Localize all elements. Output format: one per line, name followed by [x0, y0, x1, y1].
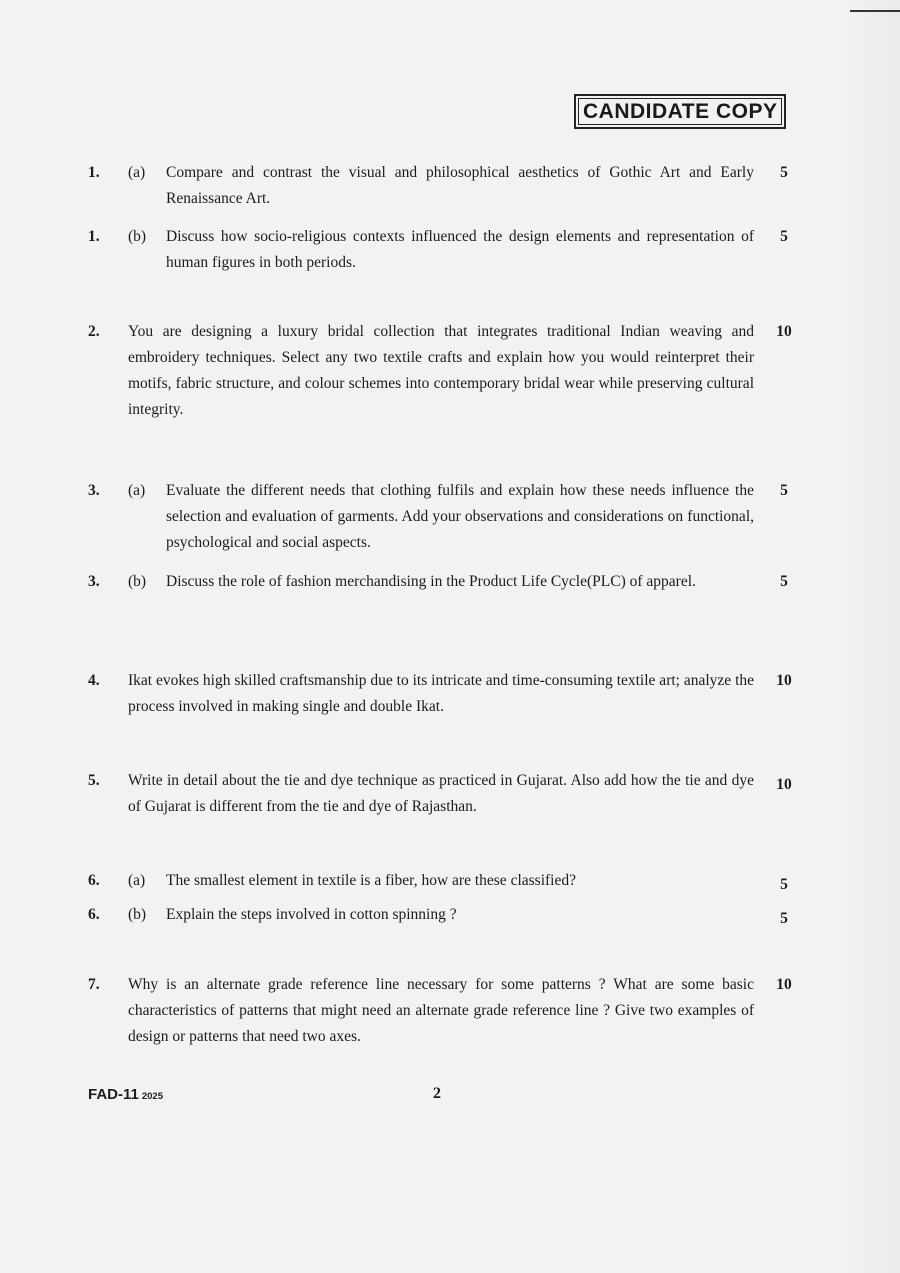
question-number: 1.: [88, 228, 100, 245]
question-text: Compare and contrast the visual and philosophical aesthetics of Gothic Art and Early Renaissance Art.: [166, 164, 754, 207]
question-number: 3.: [88, 482, 100, 499]
question-marks: 10: [776, 672, 792, 689]
question-text: Why is an alternate grade reference line necessary for some patterns ? What are some basic characteristics of patterns that might need an alternate grade reference line ? Give two examples of design or patterns that need two axes.: [128, 976, 754, 1045]
question-marks: 5: [780, 876, 788, 893]
question-marks: 5: [780, 910, 788, 927]
sub-part-label: (a): [128, 482, 146, 499]
question-marks: 10: [776, 776, 792, 793]
question-text: The smallest element in textile is a fiber, how are these classified?: [166, 872, 576, 889]
question-marks: 5: [780, 573, 788, 590]
question-number: 5.: [88, 772, 100, 789]
question-text: Discuss how socio-religious contexts influenced the design elements and representation of human figures in both periods.: [166, 228, 754, 271]
sub-part-label: (b): [128, 906, 147, 923]
candidate-copy-stamp: [574, 94, 786, 129]
paper-code: [88, 1086, 163, 1103]
question-marks: 5: [780, 482, 788, 499]
question-number: 6.: [88, 872, 100, 889]
scan-shadow: [845, 0, 900, 1273]
page-number: 2: [433, 1085, 441, 1102]
question-marks: 5: [780, 164, 788, 181]
question-number: 4.: [88, 672, 100, 689]
sub-part-label: (b): [128, 228, 147, 245]
stamp-label: CANDIDATE COPY: [578, 98, 782, 125]
question-text: Explain the steps involved in cotton spinning ?: [166, 906, 457, 923]
question-text: You are designing a luxury bridal collection that integrates traditional Indian weaving and embroidery techniques. Select any two textile crafts and explain how you would reinterpret their motifs, fabric structure, and colour schemes into contemporary bridal wear while preserving cultural integrity.: [128, 323, 754, 418]
question-marks: 5: [780, 228, 788, 245]
paper-code-label: FAD-11: [88, 1086, 139, 1103]
question-number: 1.: [88, 164, 100, 181]
question-marks: 10: [776, 976, 792, 993]
question-text: Discuss the role of fashion merchandising in the Product Life Cycle(PLC) of apparel.: [166, 573, 696, 590]
question-text: Ikat evokes high skilled craftsmanship due to its intricate and time-consuming textile art; analyze the process involved in making single and double Ikat.: [128, 672, 754, 715]
question-text: Write in detail about the tie and dye technique as practiced in Gujarat. Also add how the tie and dye of Gujarat is different from the tie and dye of Rajasthan.: [128, 772, 754, 815]
corner-mark: [850, 10, 900, 12]
question-marks: 10: [776, 323, 792, 340]
question-number: 6.: [88, 906, 100, 923]
question-number: 7.: [88, 976, 100, 993]
paper-year: 2025: [141, 1091, 163, 1102]
question-number: 3.: [88, 573, 100, 590]
sub-part-label: (b): [128, 573, 147, 590]
question-number: 2.: [88, 323, 100, 340]
sub-part-label: (a): [128, 164, 146, 181]
sub-part-label: (a): [128, 872, 146, 889]
question-text: Evaluate the different needs that clothing fulfils and explain how these needs influence the selection and evaluation of garments. Add your observations and considerations on functional, psychological and social aspects.: [166, 482, 754, 551]
